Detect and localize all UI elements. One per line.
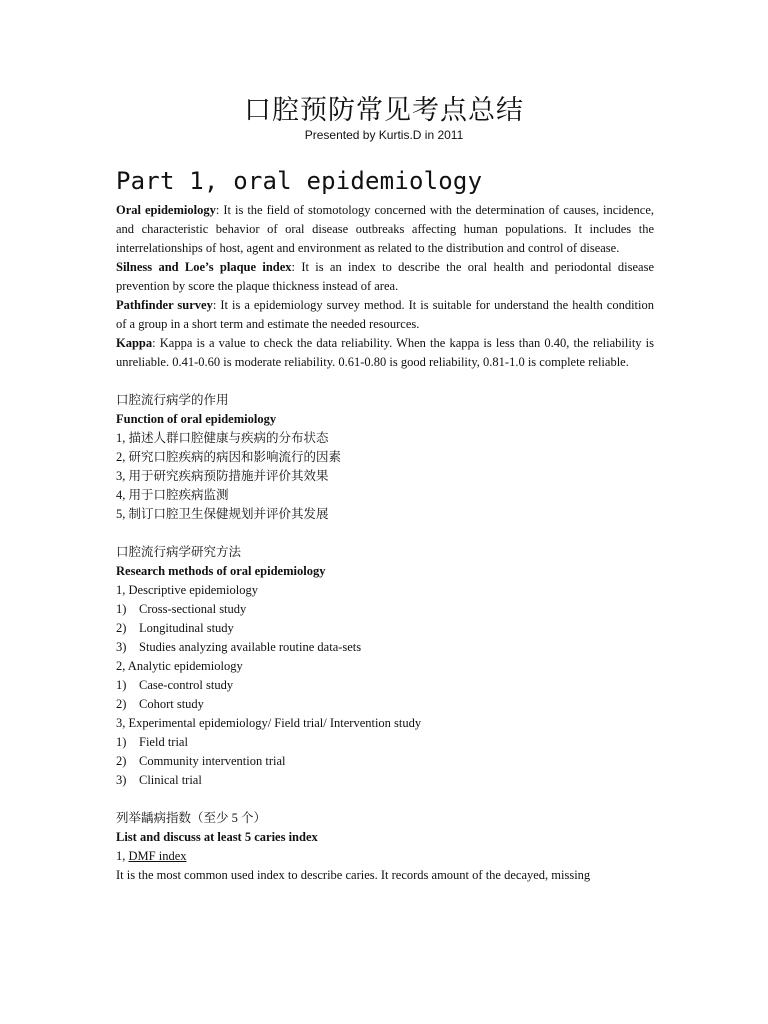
method-item: 1) Case-control study <box>116 678 234 692</box>
caries-cn-heading: 列举龋病指数（至少 5 个） <box>116 811 267 825</box>
definition-paragraph <box>116 258 654 296</box>
method-group-title: 2, Analytic epidemiology <box>116 659 243 673</box>
caries-index-item: 1, DMF index <box>116 849 187 863</box>
method-item: 2) Longitudinal study <box>116 621 234 635</box>
method-item: 2) Cohort study <box>116 697 204 711</box>
methods-en-heading: Research methods of oral epidemiology <box>116 564 326 578</box>
document-subtitle: Presented by Kurtis.D in 2011 <box>304 128 464 142</box>
function-item: 4, 用于口腔疾病监测 <box>116 488 229 502</box>
method-group-title: 1, Descriptive epidemiology <box>116 583 258 597</box>
document-title: 口腔预防常见考点总结 <box>244 95 524 126</box>
definition-paragraph <box>116 296 654 334</box>
methods-cn-heading: 口腔流行病学研究方法 <box>116 545 242 559</box>
part-heading: Part 1, oral epidemiology <box>116 167 483 195</box>
definition-term: Kappa <box>116 336 153 350</box>
definition-text: : Kappa is a value to check the data reliability. When the kappa is less than 0.40, the reliability is unreliable. 0.41-0.60 is moderate reliability. 0.61-0.80 is good reliability, 0.81-1.0 is complete reliable. <box>116 336 654 369</box>
definition-paragraph <box>116 201 654 258</box>
function-cn-heading: 口腔流行病学的作用 <box>116 393 229 407</box>
document-body <box>116 201 654 885</box>
function-item: 2, 研究口腔疾病的病因和影响流行的因素 <box>116 450 342 464</box>
function-item: 5, 制订口腔卫生保健规划并评价其发展 <box>116 507 329 521</box>
function-item: 3, 用于研究疾病预防措施并评价其效果 <box>116 469 329 483</box>
definition-text: : It is the field of stomotology concerned with the determination of causes, incidence, and characteristic behavior of oral disease outbreaks affecting human populations. It includes the interrelationships of host, agent and environment as related to the distribution and control of disease. <box>116 203 654 255</box>
definition-text: : It is an index to describe the oral health and periodontal disease prevention by score the plaque thickness instead of area. <box>116 260 655 293</box>
method-item: 1) Cross-sectional study <box>116 602 247 616</box>
function-item: 1, 描述人群口腔健康与疾病的分布状态 <box>116 431 329 445</box>
definition-term: Pathfinder survey <box>116 298 213 312</box>
definition-text: : It is a epidemiology survey method. It is suitable for understand the health condition of a group in a short term and estimate the needed resources. <box>116 298 654 331</box>
method-item: 1) Field trial <box>116 735 188 749</box>
method-item: 2) Community intervention trial <box>116 754 286 768</box>
function-en-heading: Function of oral epidemiology <box>116 412 277 426</box>
method-item: 3) Studies analyzing available routine data-sets <box>116 640 362 654</box>
definition-term: Silness and Loe’s plaque index <box>116 260 292 274</box>
definition-term: Oral epidemiology <box>116 203 216 217</box>
definition-paragraph <box>116 334 654 372</box>
method-group-title: 3, Experimental epidemiology/ Field trial/ Intervention study <box>116 716 422 730</box>
dmf-index-label: DMF index <box>128 849 187 863</box>
caries-paragraph: It is the most common used index to describe caries. It records amount of the decayed, missing <box>116 868 591 882</box>
method-item: 3) Clinical trial <box>116 773 202 787</box>
caries-en-heading: List and discuss at least 5 caries index <box>116 830 318 844</box>
